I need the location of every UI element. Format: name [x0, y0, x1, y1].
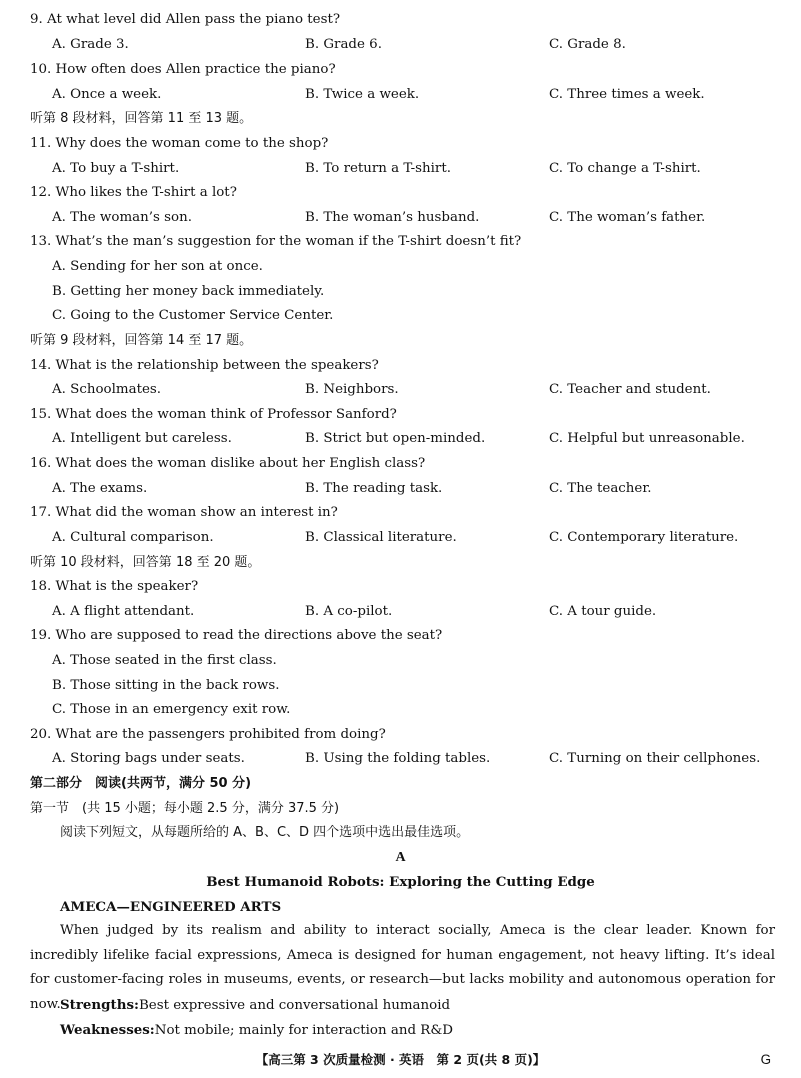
- option-17b: B. Classical literature.: [305, 530, 457, 545]
- option-17c: C. Contemporary literature.: [549, 530, 739, 545]
- option-10c: C. Three times a week.: [549, 87, 705, 102]
- option-20a: A. Storing bags under seats.: [52, 751, 245, 766]
- passage-title: Best Humanoid Robots: Exploring the Cutting Edge: [206, 874, 595, 890]
- question-20: 20. What are the passengers prohibited from doing?: [30, 727, 386, 742]
- page-version-mark: G: [760, 1052, 771, 1067]
- option-17a: A. Cultural comparison.: [52, 530, 214, 545]
- option-18a: A. A flight attendant.: [52, 604, 195, 619]
- option-9a: A. Grade 3.: [52, 37, 129, 52]
- page-footer: 【高三第 3 次质量检测 · 英语 第 2 页(共 8 页)】: [255, 1052, 546, 1067]
- option-10b: B. Twice a week.: [305, 87, 420, 102]
- question-9: 9. At what level did Allen pass the piano test?: [30, 12, 341, 27]
- option-12a: A. The woman’s son.: [52, 210, 192, 225]
- option-20c: C. Turning on their cellphones.: [549, 751, 761, 766]
- strengths-line: [60, 997, 450, 1014]
- option-16c: C. The teacher.: [549, 481, 652, 496]
- question-19: 19. Who are supposed to read the directions above the seat?: [30, 628, 443, 643]
- question-11: 11. Why does the woman come to the shop?: [30, 136, 329, 151]
- option-12b: B. The woman’s husband.: [305, 210, 480, 225]
- option-16a: A. The exams.: [52, 481, 148, 496]
- question-17: 17. What did the woman show an interest in?: [30, 505, 338, 520]
- option-13b: B. Getting her money back immediately.: [52, 284, 325, 299]
- passage-paragraph: When judged by its realism and ability to interact socially, Ameca is the clear leader. Known for incredibly lifelike facial expressions, Ameca is designed for human engagement, not heavy lifting. It’s ideal for customer-facing roles in museums, events, or research—but lacks mobility and autonomous operation for now.: [30, 923, 775, 1012]
- weaknesses-line: [60, 1022, 453, 1039]
- weaknesses-label: Weaknesses:: [60, 1022, 155, 1038]
- instruction-segment-8: 听第 8 段材料，回答第 11 至 13 题。: [30, 111, 253, 126]
- option-13a: A. Sending for her son at once.: [52, 259, 263, 274]
- passage-subhead: AMECA—ENGINEERED ARTS: [60, 899, 282, 915]
- option-11a: A. To buy a T-shirt.: [52, 161, 180, 176]
- strengths-text: Best expressive and conversational humanoid: [138, 998, 451, 1013]
- option-18b: B. A co-pilot.: [305, 604, 393, 619]
- question-13: 13. What’s the man’s suggestion for the woman if the T-shirt doesn’t fit?: [30, 234, 522, 249]
- section1-heading: 第一节 (共 15 小题；每小题 2.5 分，满分 37.5 分): [30, 801, 340, 816]
- option-14a: A. Schoolmates.: [52, 382, 162, 397]
- question-12: 12. Who likes the T-shirt a lot?: [30, 185, 237, 200]
- option-12c: C. The woman’s father.: [549, 210, 706, 225]
- passage-letter: A: [395, 850, 406, 865]
- option-15a: A. Intelligent but careless.: [52, 431, 232, 446]
- option-9b: B. Grade 6.: [305, 37, 382, 52]
- option-20b: B. Using the folding tables.: [305, 751, 491, 766]
- part2-title: 第二部分 阅读(共两节，满分 50 分): [30, 776, 252, 791]
- question-14: 14. What is the relationship between the speakers?: [30, 358, 379, 373]
- option-16b: B. The reading task.: [305, 481, 443, 496]
- option-14c: C. Teacher and student.: [549, 382, 711, 397]
- option-10a: A. Once a week.: [52, 87, 162, 102]
- option-18c: C. A tour guide.: [549, 604, 657, 619]
- option-11b: B. To return a T-shirt.: [305, 161, 451, 176]
- question-15: 15. What does the woman think of Professor Sanford?: [30, 407, 397, 422]
- option-13c: C. Going to the Customer Service Center.: [52, 308, 334, 323]
- option-11c: C. To change a T-shirt.: [549, 161, 701, 176]
- option-19a: A. Those seated in the first class.: [52, 653, 277, 668]
- reading-directions: 阅读下列短文，从每题所给的 A、B、C、D 四个选项中选出最佳选项。: [60, 825, 470, 840]
- option-19b: B. Those sitting in the back rows.: [52, 678, 280, 693]
- question-18: 18. What is the speaker?: [30, 579, 199, 594]
- instruction-segment-9: 听第 9 段材料，回答第 14 至 17 题。: [30, 333, 253, 348]
- option-19c: C. Those in an emergency exit row.: [52, 702, 291, 717]
- instruction-segment-10: 听第 10 段材料，回答第 18 至 20 题。: [30, 555, 261, 570]
- weaknesses-text: Not mobile; mainly for interaction and R&D: [154, 1023, 454, 1038]
- option-9c: C. Grade 8.: [549, 37, 626, 52]
- option-15b: B. Strict but open-minded.: [305, 431, 486, 446]
- option-14b: B. Neighbors.: [305, 382, 399, 397]
- question-16: 16. What does the woman dislike about her English class?: [30, 456, 426, 471]
- strengths-label: Strengths:: [60, 997, 139, 1013]
- question-10: 10. How often does Allen practice the piano?: [30, 62, 336, 77]
- option-15c: C. Helpful but unreasonable.: [549, 431, 745, 446]
